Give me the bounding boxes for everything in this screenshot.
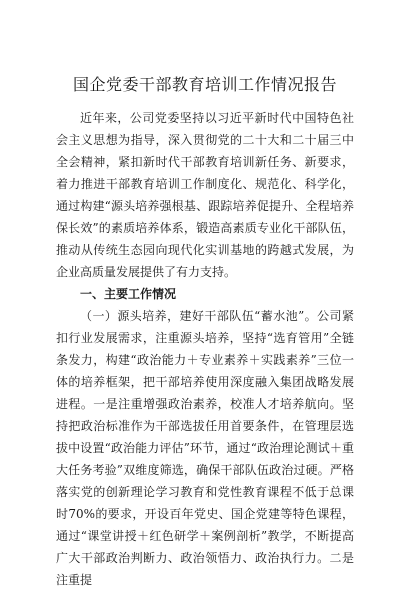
- document-title: 国企党委干部教育培训工作情况报告: [72, 75, 337, 94]
- intro-paragraph: 近年来，公司党委坚持以习近平新时代中国特色社会主义思想为指导，深入贯彻党的二十大和二十届三中全会精神，紧扣新时代干部教育培训新任务、新要求，着力推进干部教育培训工作制度化、规范化、科学化，通过构建“源头培养强根基、跟踪培养促提升、全程培养保长效”的素质培养体系，锻造高素质专业化干部队伍，推动从传统生态园向现代化实训基地的跨越式发展，为企业高质量发展提供了有力支持。: [56, 111, 354, 279]
- section-paragraph: （一）源头培养，建好干部队伍“蓄水池”。公司紧扣行业发展需求，注重源头培养，坚持“选育管用”全链条发力，构建“政治能力＋专业素养＋实践素养”三位一体的培养框架，把干部培养使用深度融入集团战略发展进程。一是注重增强政治素养，校准人才培养航向。坚持把政治标准作为干部选拔任用首要条件，在管理层选拔中设置“政治能力评估”环节，通过“政治理论测试＋重大任务考验”双维度筛选，确保干部队伍政治过硬。严格落实党的创新理论学习教育和党性教育课程不低于总课时70%的要求，开设百年党史、国企党建等特色课程，通过“课堂讲授＋红色研学＋案例剖析”教学，不断提高广大干部政治判断力、政治领悟力、政治执行力。二是注重提: [56, 309, 354, 587]
- section-heading: 一、主要工作情况: [80, 287, 177, 301]
